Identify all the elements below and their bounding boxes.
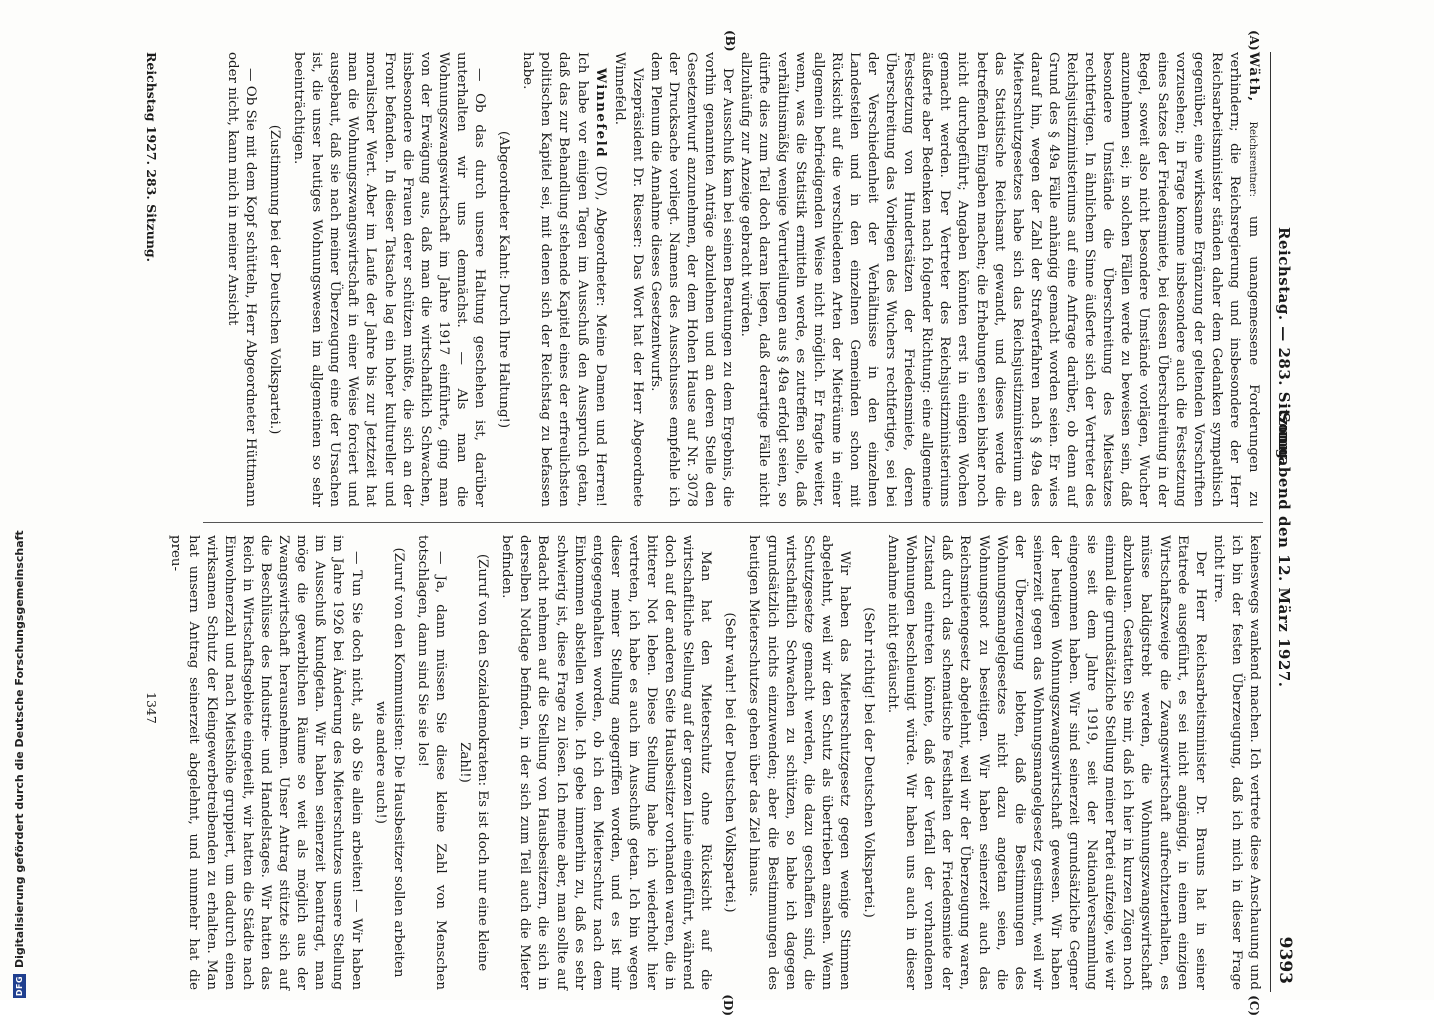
paragraph: — Ob Sie mit dem Kopf schütteln, Herr Abgeordneter Hüttmann oder nicht, kann mich in meiner Ansicht (224, 52, 258, 507)
interjection: (Sehr wahr! bei der Deutschen Volkspartei.) (722, 612, 738, 913)
paragraph (518, 52, 609, 507)
margin-marker-b: (B) (723, 30, 737, 52)
speaker-role: Reichsrentner: (1247, 121, 1258, 198)
footer-right: 1347 (144, 692, 159, 724)
paragraph: — Ja, dann müssen Sie diese kleine Zahl von Menschen totschlagen, dann sind Sie sie los! (414, 535, 448, 990)
margin-marker-a: (A) (1247, 30, 1261, 51)
header-right: Sonnabend den 12. März 1927. (1275, 412, 1293, 688)
paragraph-text: um unangemessene Forderungen zu verhindern; die Reichsregierung und insbesondere der Herr Reichsarbeitsminister ständen daher dem Gedanken sympathisch gegenüber, eine wirksame Ergänzung der geltenden Vorschriften vorzusehen; in Frage komme insbesondere auch die Festsetzung eines Satzes der Friedensmiete, bei dessen Überschreitung in der Regel, soweit also nicht besondere Umstände vorlägen, Wucher anzunehmen sei; in solchen Fällen werde zu beweisen sein, daß besondere Umstände die Überschreitung des Mietsatzes rechtfertigen. In ähnlichem Sinne äußerte sich der Vertreter des Reichsjustizministeriums auf eine Anfrage darüber, ob denn auf Grund des § 49a Fälle anhängig gemacht worden seien. Er wies darauf hin, wegen der Zahl der Strafverfahren nach § 49a des Mieterschutzgesetzes habe sich das Reichsjustizministerium an das Statistische Reichsamt gewandt, und dieses werde die betreffenden Eingaben machen; die Erhebungen seien bisher noch nicht durchgeführt; Angaben könnten erst in einigen Wochen gemacht werden. Der Vertreter des Reichsjustizministeriums äußerte aber Bedenken nach folgender Richtung: eine allgemeine Festsetzung von Hundertsätzen der Friedensmiete, deren Überschreitung das Vorliegen des Wuchers rechtfertige, sei bei der Verschiedenheit der Verhältnisse in den einzelnen Landesteilen und in den einzelnen Gemeinden schon mit Rücksicht auf die verschiedenen Arten der Mieträume in einer allgemein befriedigenden Weise nicht möglich. Er fragte weiter, wenn, was die Statistik ermitteln werde, es zutreffen solle, daß verhältnismäßig wenige Verurteilungen aus § 49a erfolgt seien, so dürfte dies zum Teil doch daran liegen, daß derartige Fälle nicht allzuhäufig zur Anzeige gebracht würden. (738, 52, 1261, 508)
footer-left: Reichstag 1927. 283. Sitzung. (144, 52, 159, 262)
speaker-name: Winnefeld (592, 68, 609, 159)
paragraph: — Tun Sie doch nicht, als ob Sie allein arbeiten! — Wir haben im Jahre 1926 bei Änderung des Mieterschutzes unsere Stellung im Ausschuß kundgetan. Wir haben seinerzeit beantragt, man möge die gewerblichen Räume so weit als möglich aus der Zwangswirtschaft herausnehmen. Unser Antrag stützte sich auf die Beschlüsse des Industrie- und Handelstages. Wir hatten das Reich in Wirtschaftsgebiete eingeteilt, wir hatten die Städte nach Einwohnerzahl und nach Mietshöhe gruppiert, um dadurch einen wirksamen Schutz der Kleingewerbetreibenden zu erhalten. Man hat unsern Antrag seinerzeit abgelehnt, und nunmehr hat die preu- (167, 535, 364, 990)
left-column (173, 52, 1263, 507)
page-footer (137, 52, 161, 992)
interjection: (Zustimmung bei der Deutschen Volkspartei.) (267, 124, 283, 435)
paragraph: Man hat den Mieterschutz ohne Rücksicht auf die wirtschaftliche Stellung auf der ganzen Linie eingeführt, während doch auf der anderen Seite Hausbesitzer vorhanden waren, die in bitterer Not leben. Diese Stellung habe ich wiederholt hier vertreten, ich habe es auch im Ausschuß getan. Ich bin wegen dieser meiner Stellung angegriffen worden, und es ist mir entgegengehalten worden, ob ich den Mieterschutz nach dem Einkommen abstellen wolle. Ich gebe immerhin zu, daß es sehr schwierig ist, diese Frage zu lösen. Ich meine aber, man sollte auf Bedacht nehmen auf die Stellung von Hausbesitzern, die sich in derselben Notlage befinden, in der sich zum Teil auch die Mieter befinden. (499, 535, 714, 990)
column-divider (203, 522, 1263, 523)
digitization-credit (10, 8, 28, 998)
dfg-logo-icon: DFG (14, 975, 24, 997)
paragraph: — Ob das durch unsere Haltung geschehen ist, darüber unterhalten wir uns demnächst. — Als man die Wohnungszwangswirtschaft im Jahre 1917 einführte, ging man von der Erwägung aus, daß man die wirtschaftlich Schwachen, insbesondere die Frauen derer schützen müßte, die sich an der Front befanden. In dieser Tatsache lag ein hoher kultureller und moralischer Wert. Aber im Laufe der Jahre bis zur Jetztzeit hat man die Wohnungszwangswirtschaft in einer Weise forciert und ausgebaut, daß sie nach meiner Überzeugung eine der Ursachen ist, die unser heutiges Wohnungswesen im allgemeinen so sehr beeinträchtigen. (291, 52, 488, 507)
paragraph-text: (DV), Abgeordneter: Meine Damen und Herren! Ich habe vor einigen Tagen im Ausschuß den Ausspruch getan, daß das zur Behandlung stehende Kapitel eines der erfreulichsten politischen Kapitel sei, mit denen sich der Reichstag zu befassen habe. (520, 52, 608, 507)
margin-marker-c: (C) (1247, 995, 1261, 1016)
speaker-name: Wäth, (1246, 52, 1262, 103)
page-number: 9393 (1275, 936, 1295, 984)
interjection: (Zuruf von den Kommunisten: Die Hausbesitzer sollen arbeiten wie andere auch!) (372, 547, 406, 978)
rotated-page (127, 30, 1297, 1016)
interjection: (Zuruf von den Sozialdemokraten: Es ist doch nur eine kleine Zahl!) (457, 553, 491, 972)
interjection: (Abgeordneter Kahnt: Durch Ihre Haltung!) (496, 130, 512, 429)
interjection: (Sehr richtig! bei der Deutschen Volkspartei.) (861, 607, 877, 918)
right-column (167, 535, 1263, 990)
paragraph: Der Herr Reichsarbeitsminister Dr. Brauns hat in seiner Etatrede ausgeführt, es sei nicht angängig, in einem einzigen Wirtschaftszweige die Zwangswirtschaft aufrechtzuerhalten, es müsse baldigstrebt werden, die Wohnungszwangswirtschaft abzubauen. Gestatten Sie mir, daß ich hier in kurzen Zügen noch einmal die grundsätzliche Stellung meiner Partei aufzeige, wie wir sie seit dem Jahre 1919, seit der Nationalversammlung eingenommen haben. Wir sind seinerzeit grundsätzliche Gegner der heutigen Wohnungszwangswirtschaft gewesen. Wir haben seinerzeit gegen das Wohnungsmangelgesetz gestimmt, weil wir der Überzeugung lebten, daß die Bestimmungen des Wohnungsmangelgesetzes nicht dazu angetan seien, die Wohnungsnot zu beseitigen. Wir haben seinerzeit auch das Reichsmietengesetz abgelehnt, weil wir der Überzeugung waren, daß durch das schematische Festhalten der Friedensmiete der Zustand eintreten könnte, daß der Verfall der vorhandenen Wohnungen beschleunigt würde. Wir haben uns auch in dieser Annahme nicht getäuscht. (885, 535, 1208, 990)
paragraph: Vizepräsident Dr. Riesser: Das Wort hat der Herr Abgeordnete Winnefeld. (611, 52, 645, 507)
running-header (1271, 52, 1297, 992)
credit-text: Digitalisierung gefördert durch die Deutsche Forschungsgemeinschaft (12, 530, 26, 968)
header-rule (1270, 52, 1271, 992)
paragraph: Der Ausschuß kam bei seinen Beratungen zu dem Ergebnis, die vorhin genannten Anträge abzulehnen und an deren Stelle den Gesetzentwurf anzunehmen, der dem Hohen Hause auf Nr. 3078 der Drucksache vorliegt. Namens des Ausschusses empfehle ich dem Plenum die Annahme dieses Gesetzentwurfs. (647, 52, 736, 507)
paragraph (736, 52, 1263, 507)
header-left: Reichstag. — 283. Sitzung. (1275, 227, 1293, 466)
paragraph: Wir haben das Mieterschutzgesetz gegen wenige Stimmen abgelehnt, weil wir den Schutz als übertrieben ansahen. Wenn Schutzgesetze gemacht werden, die dazu geschaffen sind, die wirtschaftlich Schwachen zu schützen, so habe ich dagegen grundsätzlich nichts einzuwenden; aber die Bestimmungen des heutigen Mieterschutzes gehen über das Ziel hinaus. (746, 535, 852, 990)
margin-marker-d: (D) (721, 994, 735, 1016)
paragraph: keineswegs wankend machen. Ich vertrete diese Anschauung und ich bin der festen Überzeugung, daß ich mich in dieser Frage nicht irre. (1210, 535, 1262, 990)
